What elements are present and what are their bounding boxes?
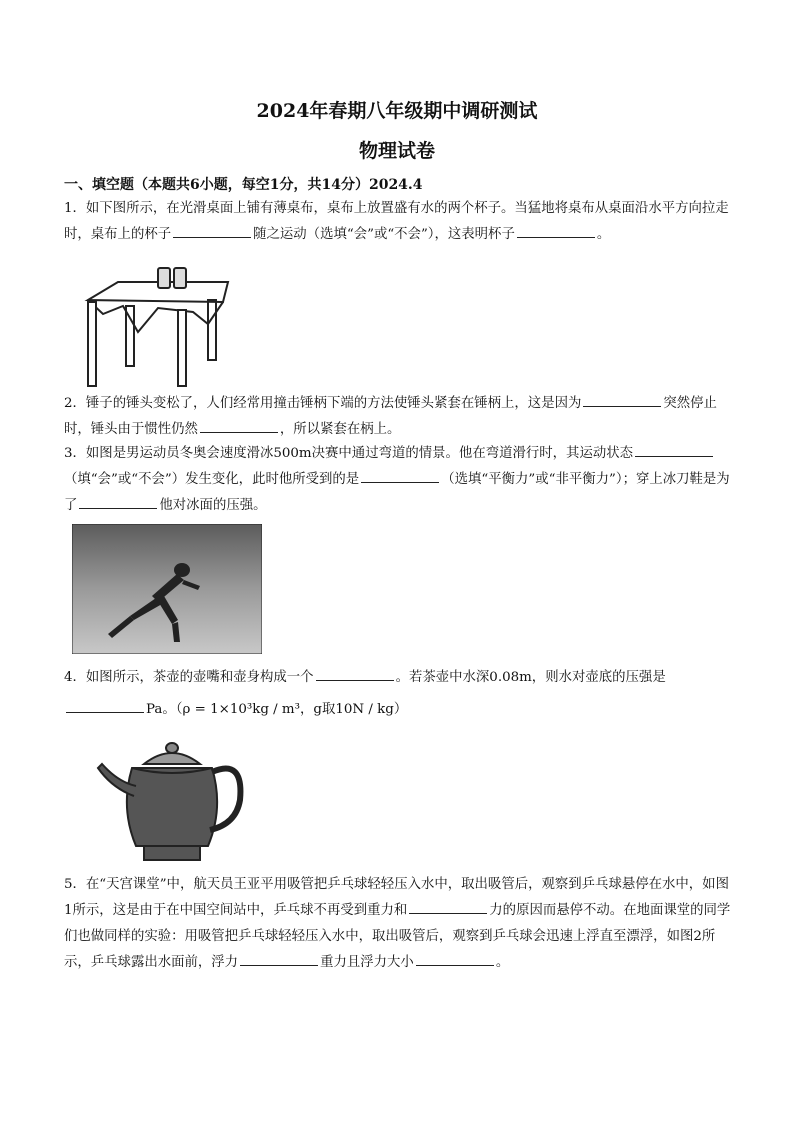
question-5-text-b: 力的原因而悬停不动。在地面课堂的同学们也做同样的实验：用吸管把乒乓球轻轻压入水中，取出吸管后，观察到乒乓球会迅速上浮直至漂浮，如图2所示，乒乓球露出水面前，浮力 <box>64 903 731 970</box>
question-2 <box>64 391 732 443</box>
answer-blank-2a[interactable] <box>583 392 661 407</box>
question-1-text-a: 1．如下图所示，在光滑桌面上铺有薄桌布，桌布上放置盛有水的两个杯子。当猛地将桌布从桌面沿水平方向拉走时，桌布上的杯子 <box>64 201 729 242</box>
question-5-text-a: 5．在“天宫课堂”中，航天员王亚平用吸管把乒乓球轻轻压入水中，取出吸管后，观察到乒乓球悬停在水中，如图1所示，这是由于在中国空间站中，乒乓球不再受到重力和 <box>64 877 729 918</box>
question-3-text-d: 他对冰面的压强。 <box>159 498 267 513</box>
question-1-text-b: 随之运动（选填“会”或“不会”），这表明杯子 <box>253 227 515 242</box>
question-1-text-c: 。 <box>596 227 611 242</box>
question-3-text-c: （选填“平衡力”或“非平衡力”）；穿上冰刀鞋是为了 <box>64 472 730 513</box>
answer-blank-1a[interactable] <box>173 223 251 238</box>
question-3 <box>64 441 732 519</box>
page-title: 2024年春期八年级期中调研测试 <box>256 100 538 122</box>
question-4-text-a: 4．如图所示，茶壶的壶嘴和壶身构成一个 <box>64 670 314 685</box>
answer-blank-1b[interactable] <box>517 223 595 238</box>
answer-blank-5a[interactable] <box>409 899 487 914</box>
section-heading: 一、填空题（本题共6小题，每空1分，共14分）2024.4 <box>64 177 423 193</box>
question-5 <box>64 872 732 976</box>
question-2-text-b: 突然停止时，锤头由于惯性仍然 <box>64 396 717 437</box>
answer-blank-3c[interactable] <box>79 494 157 509</box>
question-2-text-c: ，所以紧套在柄上。 <box>279 422 401 437</box>
answer-blank-3b[interactable] <box>361 468 439 483</box>
answer-blank-5c[interactable] <box>416 951 494 966</box>
question-4-text-b: 。若茶壶中水深0.08m，则水对壶底的压强是 <box>395 670 666 685</box>
question-1 <box>64 196 732 248</box>
question-4-text-c: Pa。（ρ = 1×10³kg / m³，g取10N / kg） <box>146 702 408 717</box>
answer-blank-3a[interactable] <box>635 442 713 457</box>
page-subtitle: 物理试卷 <box>358 140 435 162</box>
table-cloth-figure <box>78 262 238 388</box>
question-5-text-c: 重力且浮力大小 <box>320 955 414 970</box>
answer-blank-4b[interactable] <box>66 698 144 713</box>
answer-blank-4a[interactable] <box>316 666 394 681</box>
answer-blank-2b[interactable] <box>200 418 278 433</box>
question-3-text-b: （填“会”或“不会”）发生变化，此时他所受到的是 <box>64 472 360 487</box>
question-2-text-a: 2．锤子的锤头变松了，人们经常用撞击锤柄下端的方法使锤头紧套在锤柄上，这是因为 <box>64 396 582 411</box>
question-4 <box>64 662 732 726</box>
speed-skater-photo <box>72 524 262 654</box>
answer-blank-5b[interactable] <box>240 951 318 966</box>
question-5-text-d: 。 <box>495 955 510 970</box>
question-3-text-a: 3．如图是男运动员冬奥会速度滑冰500m决赛中通过弯道的情景。他在弯道滑行时，其运动状态 <box>64 446 634 461</box>
teapot-figure <box>92 738 252 866</box>
